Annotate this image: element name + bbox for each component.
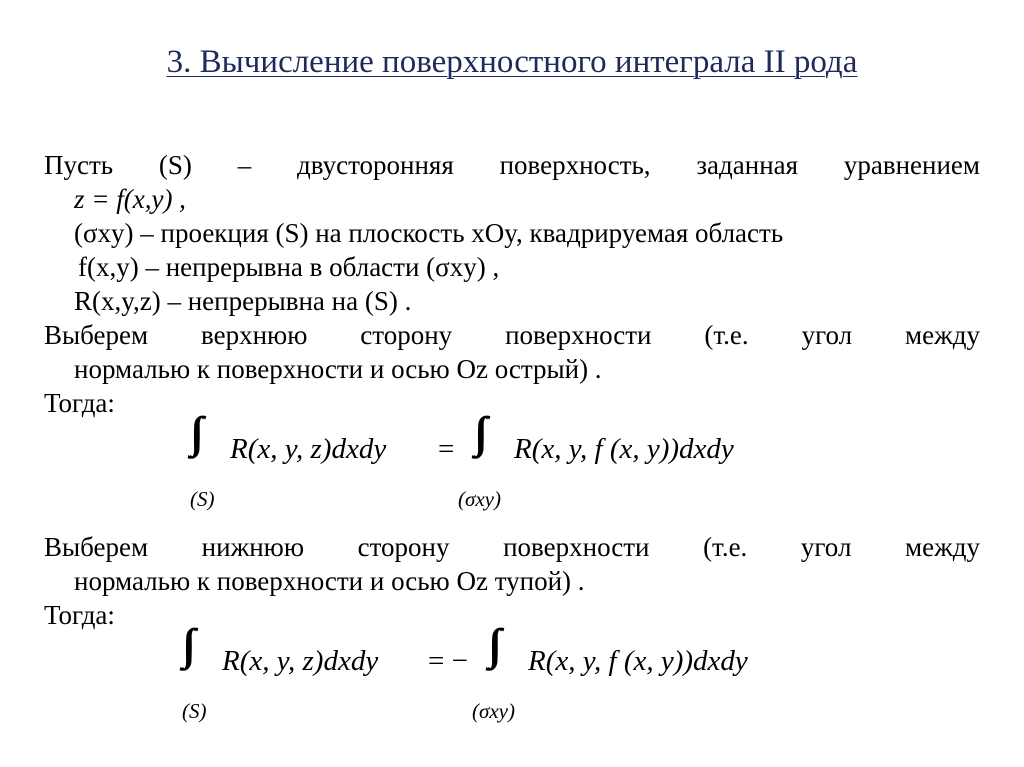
formula-equals: =	[438, 433, 455, 465]
formula-lhs: R(x, y, z)dxdy	[230, 433, 387, 465]
text-line: (σxy) – проекция (S) на плоскость xOy, квадрируемая область	[74, 218, 784, 248]
formula-upper-side	[44, 420, 980, 530]
formula-rhs: R(x, y, f (x, y))dxdy	[514, 433, 734, 465]
slide-title: 3. Вычисление поверхностного интеграла II рода	[166, 44, 858, 80]
slide-content	[44, 148, 980, 742]
text-line: R(x,y,z) – непрерывна на (S) .	[74, 286, 412, 316]
text-line: Тогда:	[44, 600, 115, 630]
text-line: нормалью к поверхности и осью Oz тупой) .	[74, 566, 585, 596]
text-line: Выберем верхнюю сторону поверхности (т.е. угол между	[44, 320, 980, 350]
integral-domain-label: (σxy)	[472, 699, 515, 723]
integral-domain-label: (S)	[182, 699, 207, 723]
text-line: z = f(x,y) ,	[74, 184, 186, 214]
text-line: нормалью к поверхности и осью Oz острый) .	[74, 354, 602, 384]
text-line: Тогда:	[44, 388, 115, 418]
formula-lower-side	[44, 632, 980, 742]
formula-equals-minus: = −	[428, 645, 468, 677]
text-line: Выберем нижнюю сторону поверхности (т.е. угол между	[44, 532, 980, 562]
integral-domain-label: (σxy)	[458, 487, 501, 511]
integral-domain-label: (S)	[190, 487, 215, 511]
formula-lhs: R(x, y, z)dxdy	[222, 645, 379, 677]
text-line: f(x,y) – непрерывна в области (σxy) ,	[78, 252, 500, 282]
text-line: Пусть (S) – двусторонняя поверхность, заданная уравнением	[44, 150, 980, 180]
formula-rhs: R(x, y, f (x, y))dxdy	[528, 645, 748, 677]
